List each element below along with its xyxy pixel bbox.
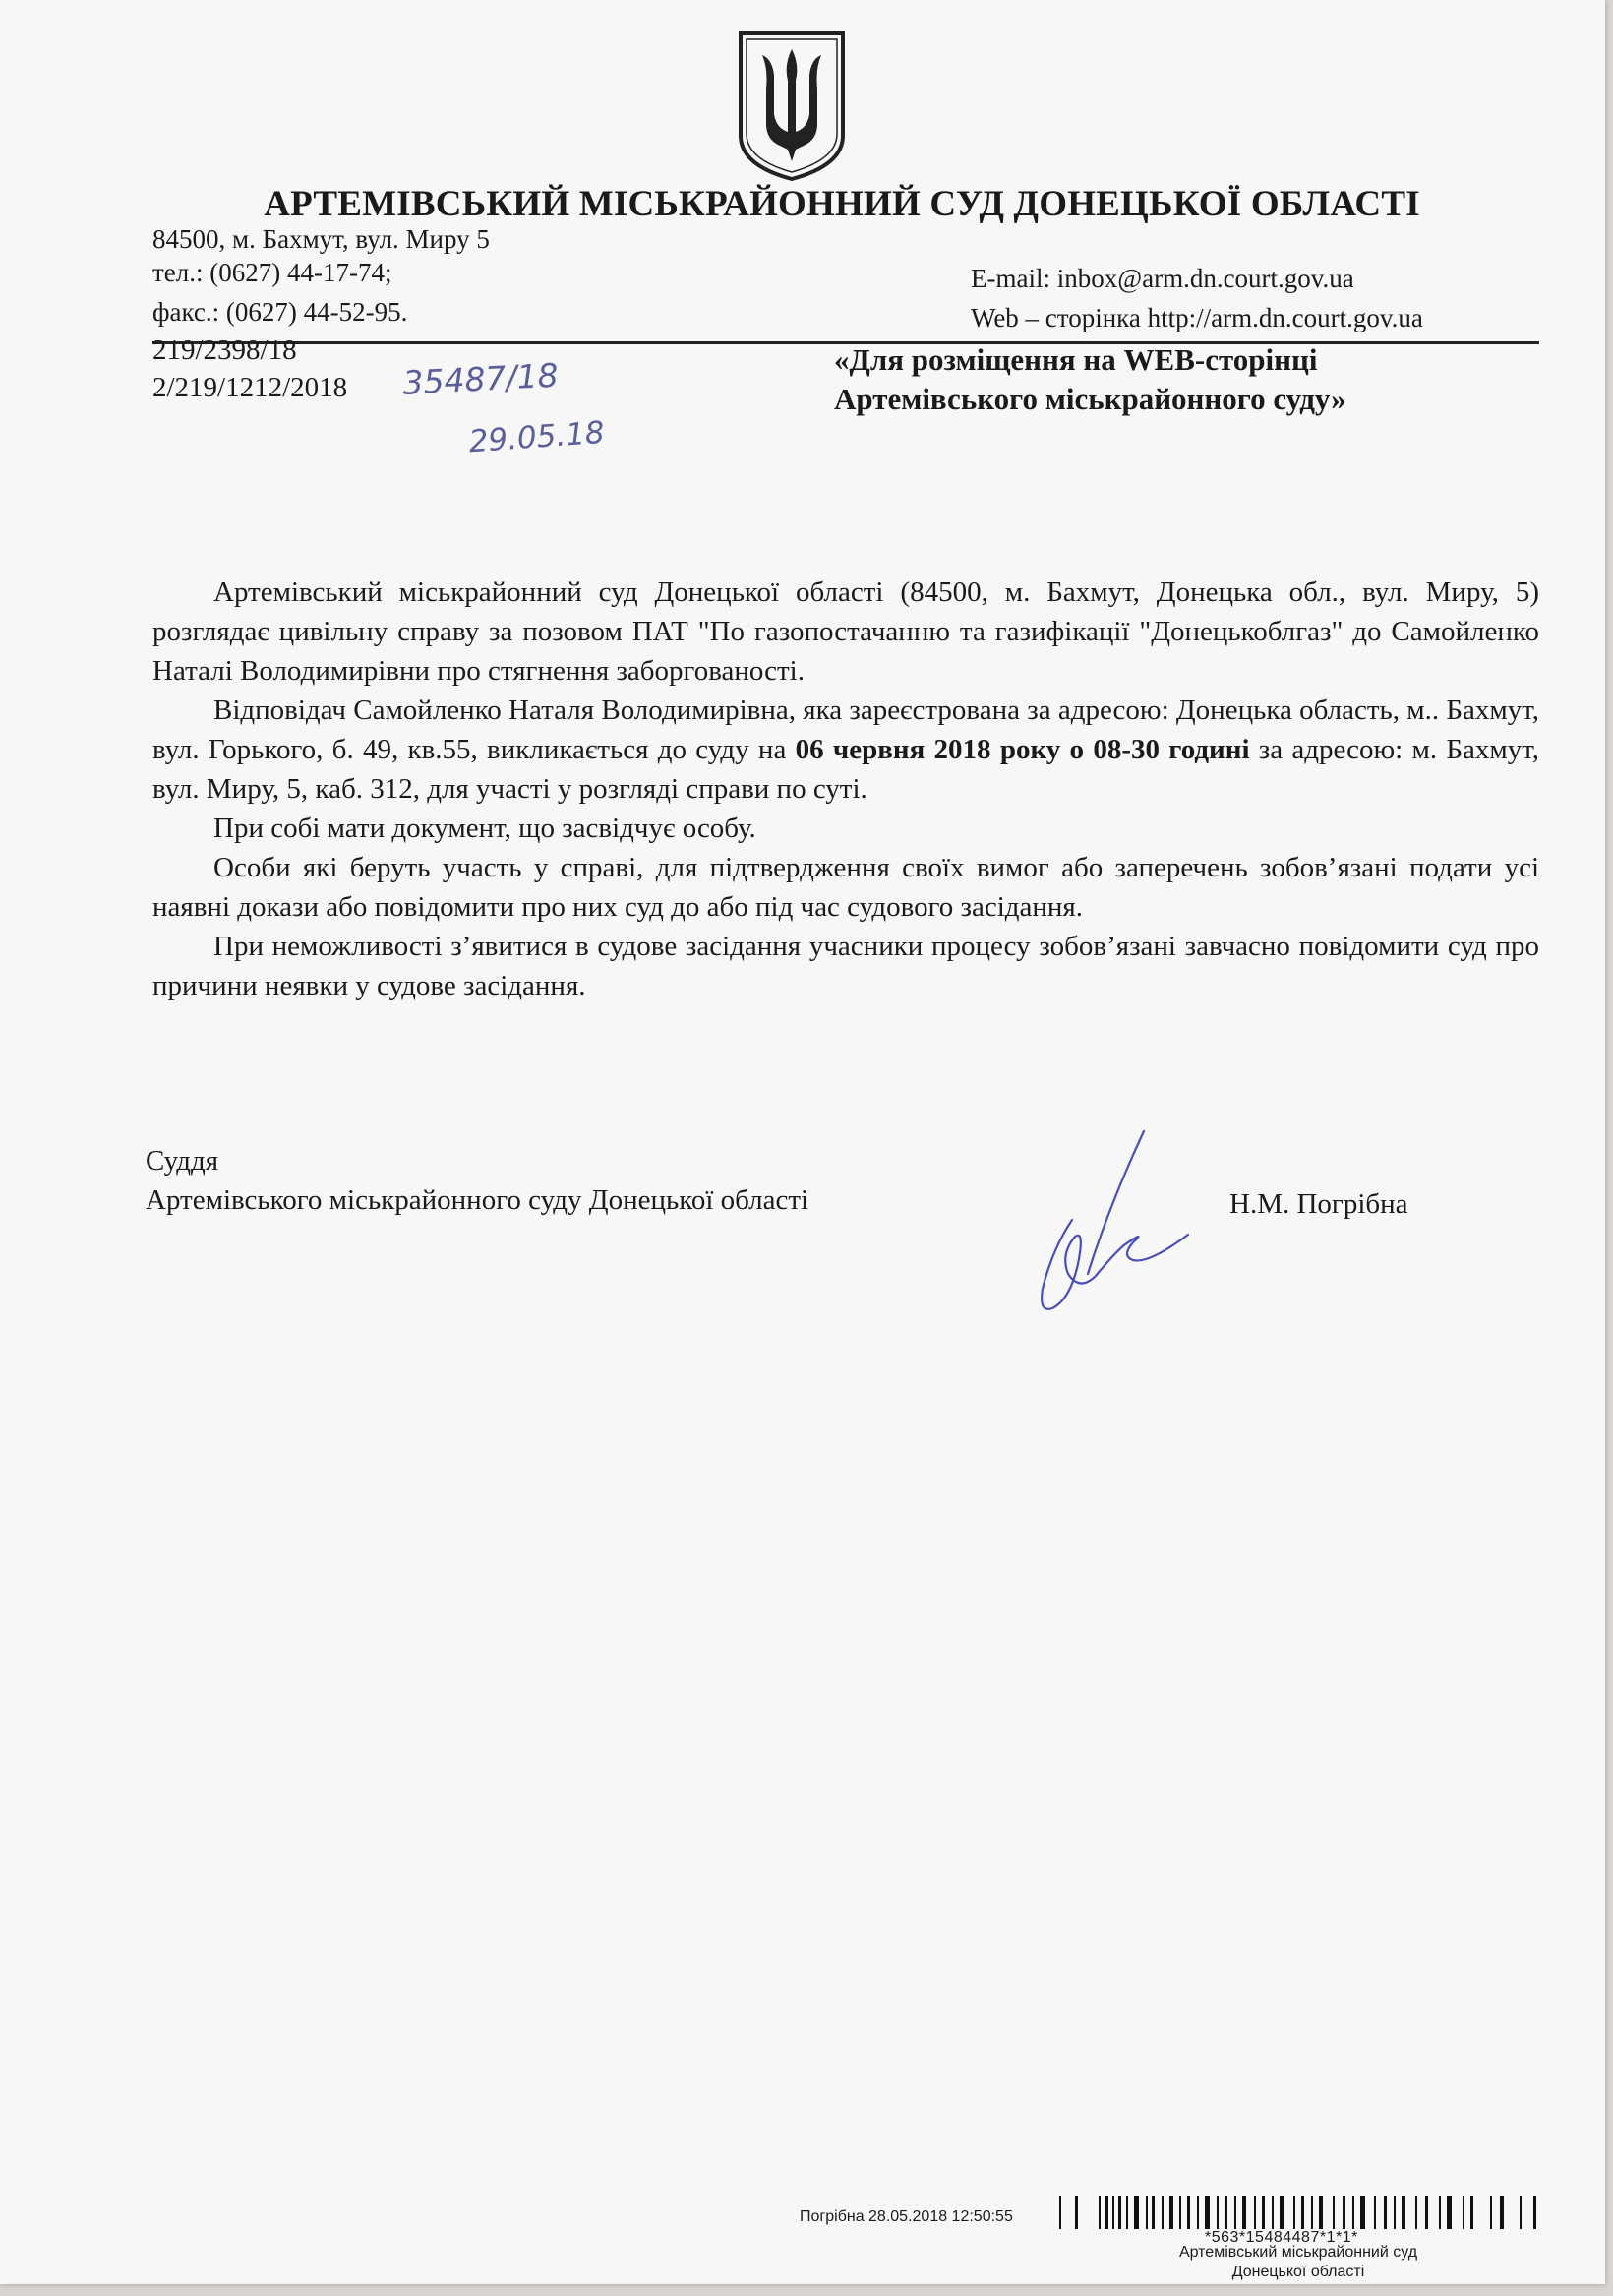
paragraph-2-text-end: за адресою: м. Бахмут, вул. Миру, 5, каб. 312, для участі у розгляді справи по суті. xyxy=(152,734,1539,805)
judge-title: Суддя xyxy=(146,1145,219,1177)
paragraph-3: При собі мати документ, що засвідчує особу. xyxy=(213,813,756,844)
web-note-line-1: «Для розміщення на WEB-сторінці xyxy=(834,342,1318,377)
web-note-line-2: Артемівського міськрайонного суду» xyxy=(834,382,1346,416)
judge-name: Н.М. Погрібна xyxy=(1229,1188,1408,1220)
judge-court: Артемівського міськрайонного суду Донецької області xyxy=(146,1184,809,1216)
paragraph-2-text: Відповідач Самойленко Наталя Володимирівна, яка зареєстрована за адресою: Донецька область, м.. Бахмут, вул. Горького, б. 49, кв.55, викликається до суду на xyxy=(152,695,1539,765)
handwritten-signature xyxy=(1031,1126,1208,1333)
paragraph-1: Артемівський міськрайонний суд Донецької області (84500, м. Бахмут, Донецька обл., вул. Миру, 5) розглядає цивільну справу за позовом ПАТ "По газопостачанню та газифікації "Донецькоблгаз" до Самойленко Наталі Володимирівни про стягнення заборгованості. xyxy=(152,576,1539,687)
court-stamp xyxy=(1151,2243,1446,2282)
court-address: 84500, м. Бахмут, вул. Миру 5 xyxy=(152,224,490,254)
court-email: E-mail: inbox@arm.dn.court.gov.ua xyxy=(971,264,1354,293)
handwritten-reg-number: 35487/18 xyxy=(401,355,560,402)
stamp-court-line-2: Донецької області xyxy=(1231,2264,1365,2280)
barcode xyxy=(1057,2196,1549,2229)
case-number-2: 2/219/1212/2018 xyxy=(152,372,348,403)
handwritten-registration xyxy=(398,350,634,463)
case-number-1: 219/2398/18 xyxy=(152,334,297,366)
court-phone: тел.: (0627) 44-17-74; xyxy=(152,258,392,287)
notice-body xyxy=(152,573,1539,1005)
court-name-heading: АРТЕМІВСЬКИЙ МІСЬКРАЙОННИЙ СУД ДОНЕЦЬКОЇ ОБЛАСТІ xyxy=(264,184,1420,224)
handwritten-reg-date: 29.05.18 xyxy=(467,414,606,460)
hearing-datetime: 06 червня 2018 року о 08-30 годині xyxy=(795,734,1250,765)
stamp-court-line-1: Артемівський міськрайонний суд xyxy=(1178,2244,1418,2261)
barcode-text: *563*15484487*1*1* xyxy=(1205,2229,1358,2246)
stamp-meta: Погрібна 28.05.2018 12:50:55 xyxy=(800,2208,1013,2225)
court-fax: факс.: (0627) 44-52-95. xyxy=(152,297,408,327)
trident-emblem-icon xyxy=(733,30,851,182)
paragraph-2 xyxy=(152,691,1539,809)
paragraph-4: Особи які беруть участь у справі, для підтвердження своїх вимог або заперечень зобов’язані подати усі наявні докази або повідомити про них суд до або під час судового засідання. xyxy=(152,852,1539,923)
paragraph-5: При неможливості з’явитися в судове засідання учасники процесу зобов’язані завчасно повідомити суд про причини неявки у судове засідання. xyxy=(152,931,1539,1001)
court-web: Web – сторінка http://arm.dn.court.gov.ua xyxy=(971,303,1423,332)
